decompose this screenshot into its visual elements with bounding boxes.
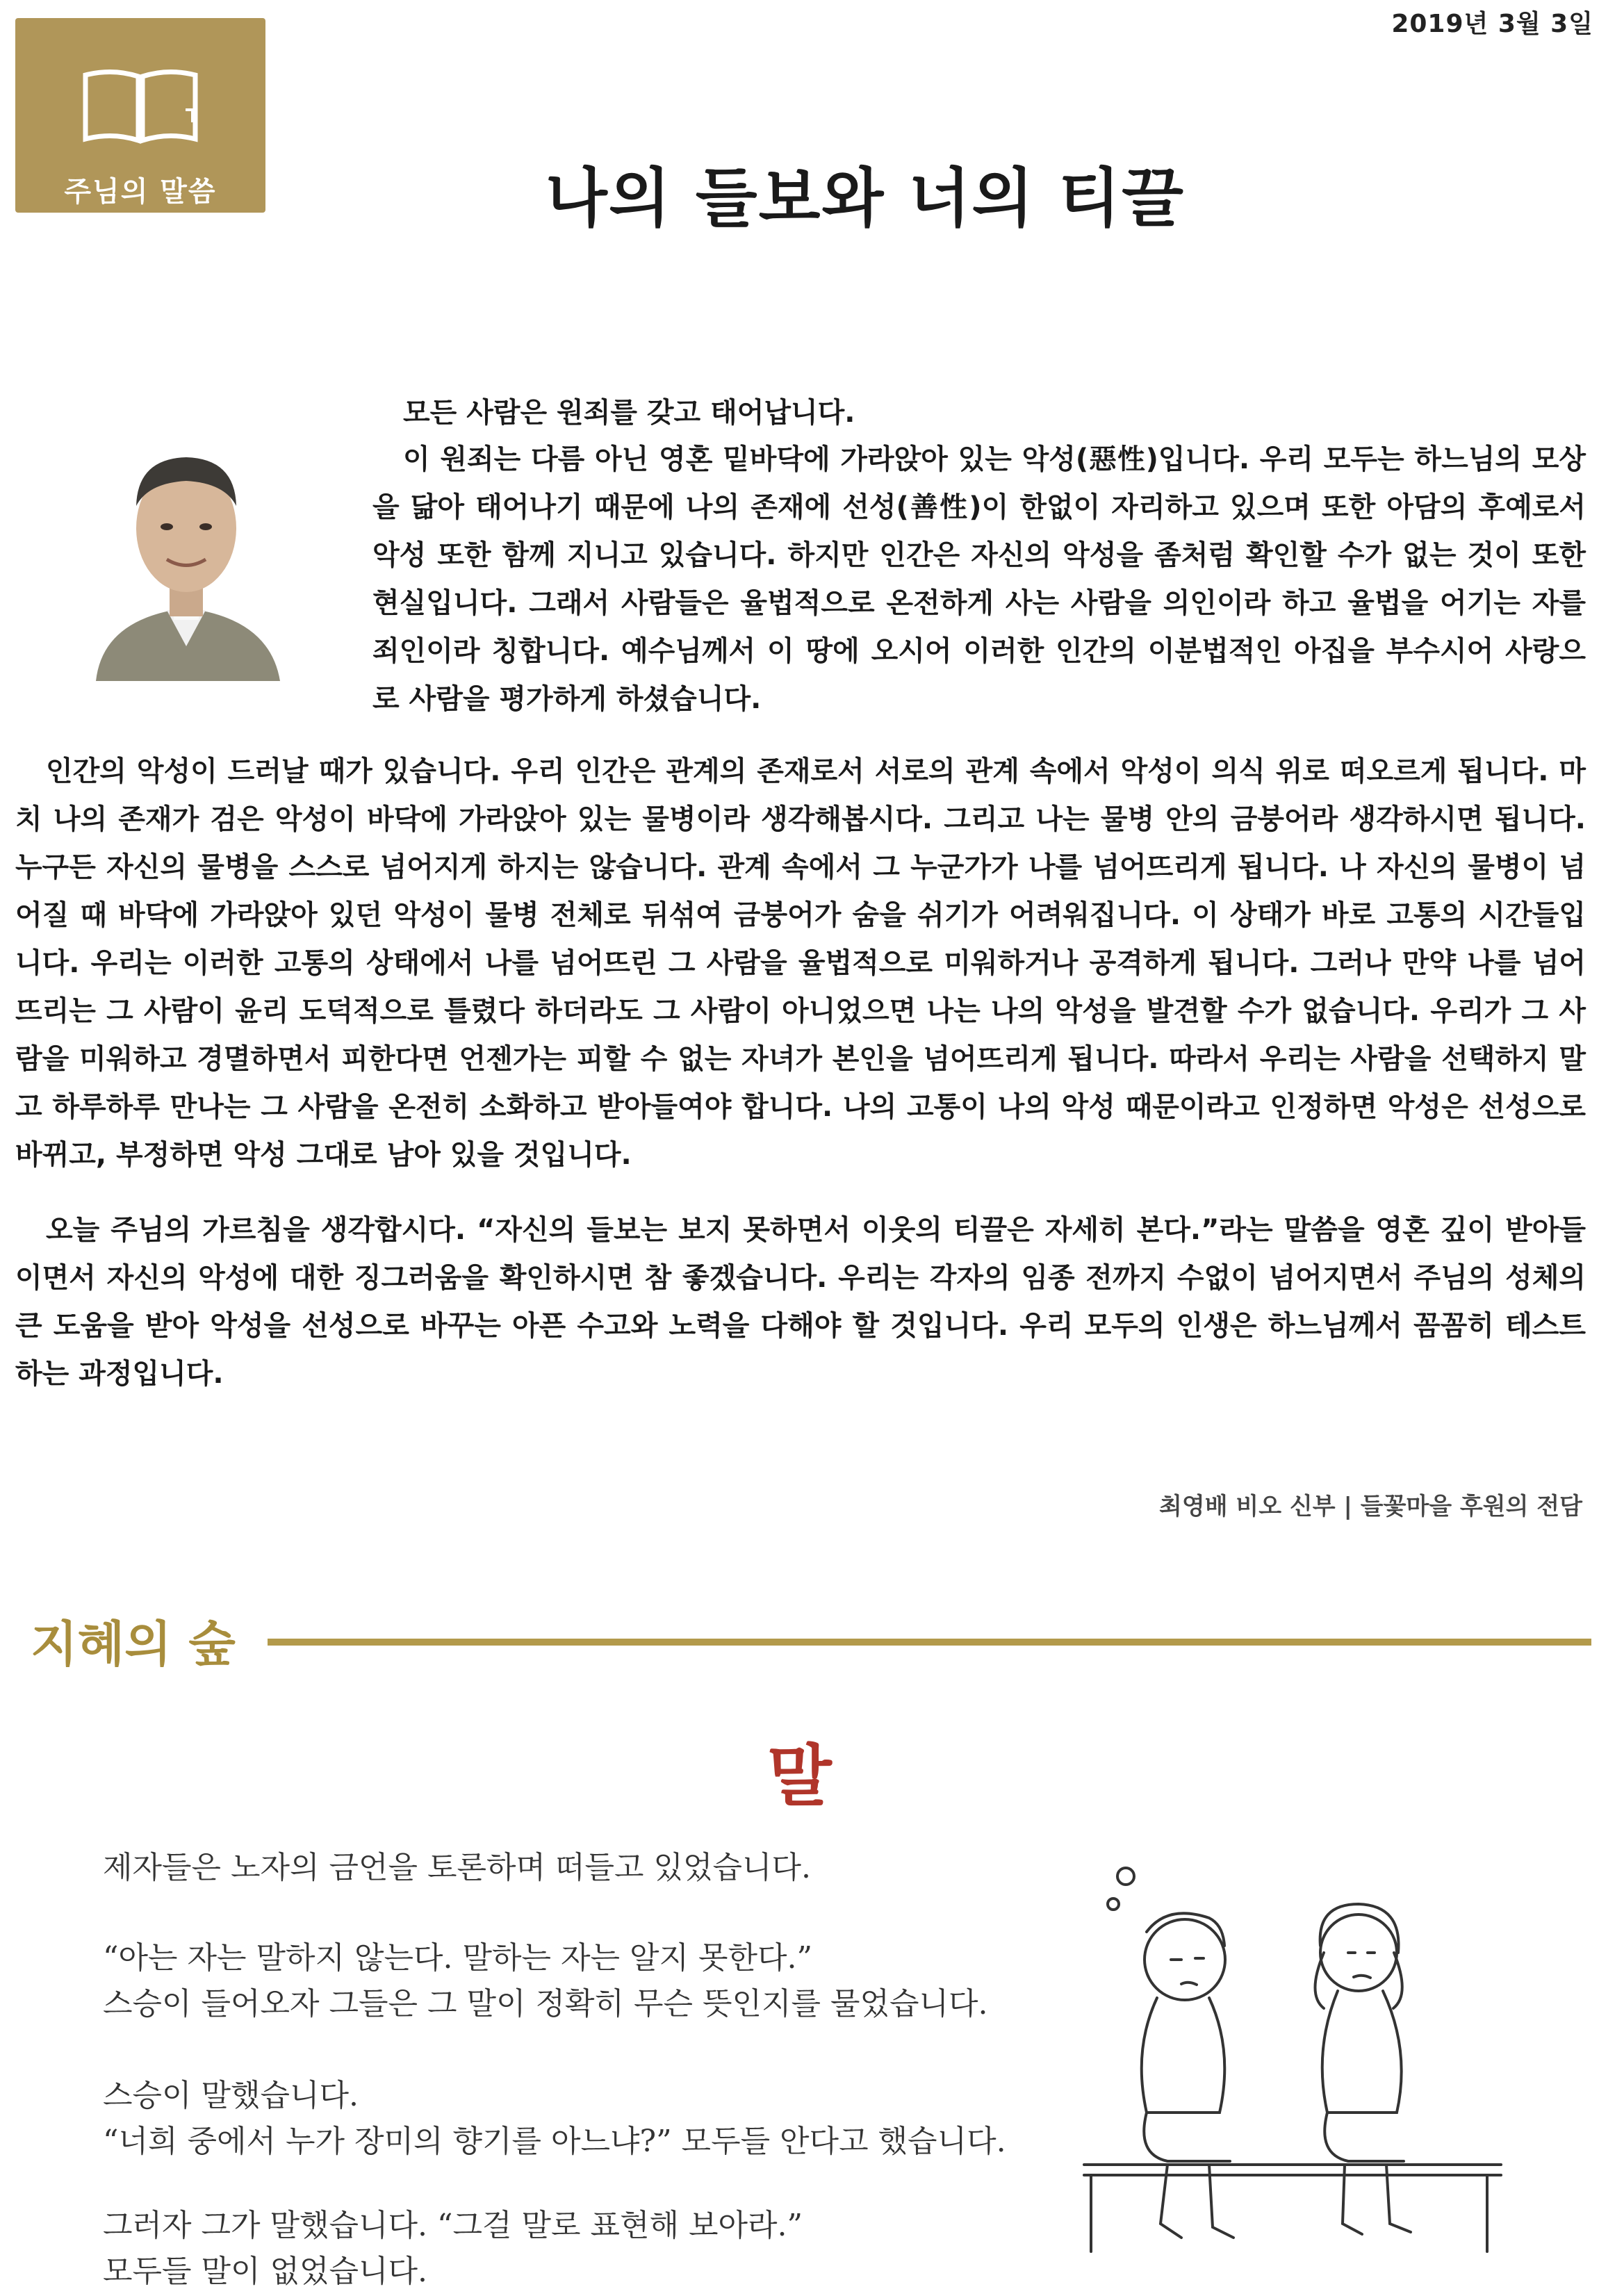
section-divider [268,1639,1591,1646]
article-paragraph-2: 인간의 악성이 드러날 때가 있습니다. 우리 인간은 관계의 존재로서 서로의 관계 속에서 악성이 의식 위로 떠오르게 됩니다. 마치 나의 존재가 검은 악성이 바닥에 가라앉아 있는 물병이라 생각해봅시다. 그리고 나는 물병 안의 금붕어라 생각하시면 됩니다. 누구든 자신의 물병을 스스로 넘어지게 하지는 않습니다. 관계 속에서 그 누군가가 나를 넘어뜨리게 됩니다. 나 자신의 물병이 넘어질 때 바닥에 가라앉아 있던 악성이 물병 전체로 뒤섞여 금붕어가 숨을 쉬기가 어려워집니다. 이 상태가 바로 고통의 시간들입니다. 우리는 이러한 고통의 상태에서 나를 넘어뜨린 그 사람을 율법적으로 미워하거나 공격하게 됩니다. 그러나 만약 나를 넘어뜨리는 그 사람이 윤리 도덕적으로 틀렸다 하더라도 그 사람이 아니었으면 나는 나의 악성을 발견할 수가 없습니다. 우리가 그 사람을 미워하고 경멸하면서 피한다면 언젠가는 피할 수 없는 자녀가 본인을 넘어뜨리게 됩니다. 따라서 우리는 사람을 선택하지 말고 하루하루 만나는 그 사람을 온전히 소화하고 받아들여야 합니다. 나의 고통이 나의 악성 때문이라고 인정하면 악성은 선성으로 바뀌고, 부정하면 악성 그대로 남아 있을 것입니다. [15,755,1586,1171]
article-lead: 모든 사람은 원죄를 갖고 태어납니다. [403,397,855,429]
article-paragraph-3: 오늘 주님의 가르침을 생각합시다. “자신의 들보는 보지 못하면서 이웃의 티끌은 자세히 본다.”라는 말씀을 영혼 깊이 받아들이면서 자신의 악성에 대한 징그러움을 확인하시면 참 좋겠습니다. 우리는 각자의 임종 전까지 수없이 넘어지면서 주님의 성체의 큰 도움을 받아 악성을 선성으로 바꾸는 아픈 수고와 노력을 다해야 할 것입니다. 우리 모두의 인생은 하느님께서 꼼꼼히 테스트하는 과정입니다. [15,1214,1586,1390]
article-paragraph-1: 이 원죄는 다름 아닌 영혼 밑바닥에 가라앉아 있는 악성(惡性)입니다. 우리 모두는 하느님의 모상을 닮아 태어나기 때문에 나의 존재에 선성(善性)이 한없이 자리하고 있으며 또한 아담의 후예로서 악성 또한 함께 지니고 있습니다. 하지만 인간은 자신의 악성을 좀처럼 확인할 수가 없는 것이 또한 현실입니다. 그래서 사람들은 율법적으로 온전하게 사는 사람을 의인이라 하고 율법을 어기는 자를 죄인이라 칭합니다. 예수님께서 이 땅에 오시어 이러한 인간의 이분법적인 아집을 부수시어 사랑으로 사람을 평가하게 하셨습니다. [372,443,1586,715]
issue-date: 2019년 3월 3일 [1391,10,1593,38]
section-title: 지혜의 숲 [31,1616,236,1673]
story-line: “너희 중에서 누가 장미의 향기를 아느냐?” 모두들 안다고 했습니다. [103,2124,1006,2159]
book-icon [81,68,199,146]
story-line: 제자들은 노자의 금언을 토론하며 떠들고 있었습니다. [103,1850,812,1885]
two-children-sitting-illustration [1070,1848,1515,2258]
story-line: 스승이 들어오자 그들은 그 말이 정확히 무슨 뜻인지를 물었습니다. [103,1986,988,2022]
story-line: 그러자 그가 말했습니다. “그걸 말로 표현해 보아라.” [103,2208,803,2243]
story-title: 말 [767,1737,832,1815]
badge-label: 주님의 말씀 [64,176,217,208]
author-signature: 최영배 비오 신부 | 들꽃마을 후원의 전담 [1159,1493,1582,1520]
author-portrait [82,417,290,681]
story-line: “아는 자는 말하지 않는다. 말하는 자는 알지 못한다.” [103,1940,812,1976]
section-badge [15,18,265,213]
story-line: 스승이 말했습니다. [103,2078,359,2113]
story-line: 모두들 말이 없었습니다. [103,2254,427,2289]
article-title: 나의 들보와 너의 티끌 [546,161,1185,236]
